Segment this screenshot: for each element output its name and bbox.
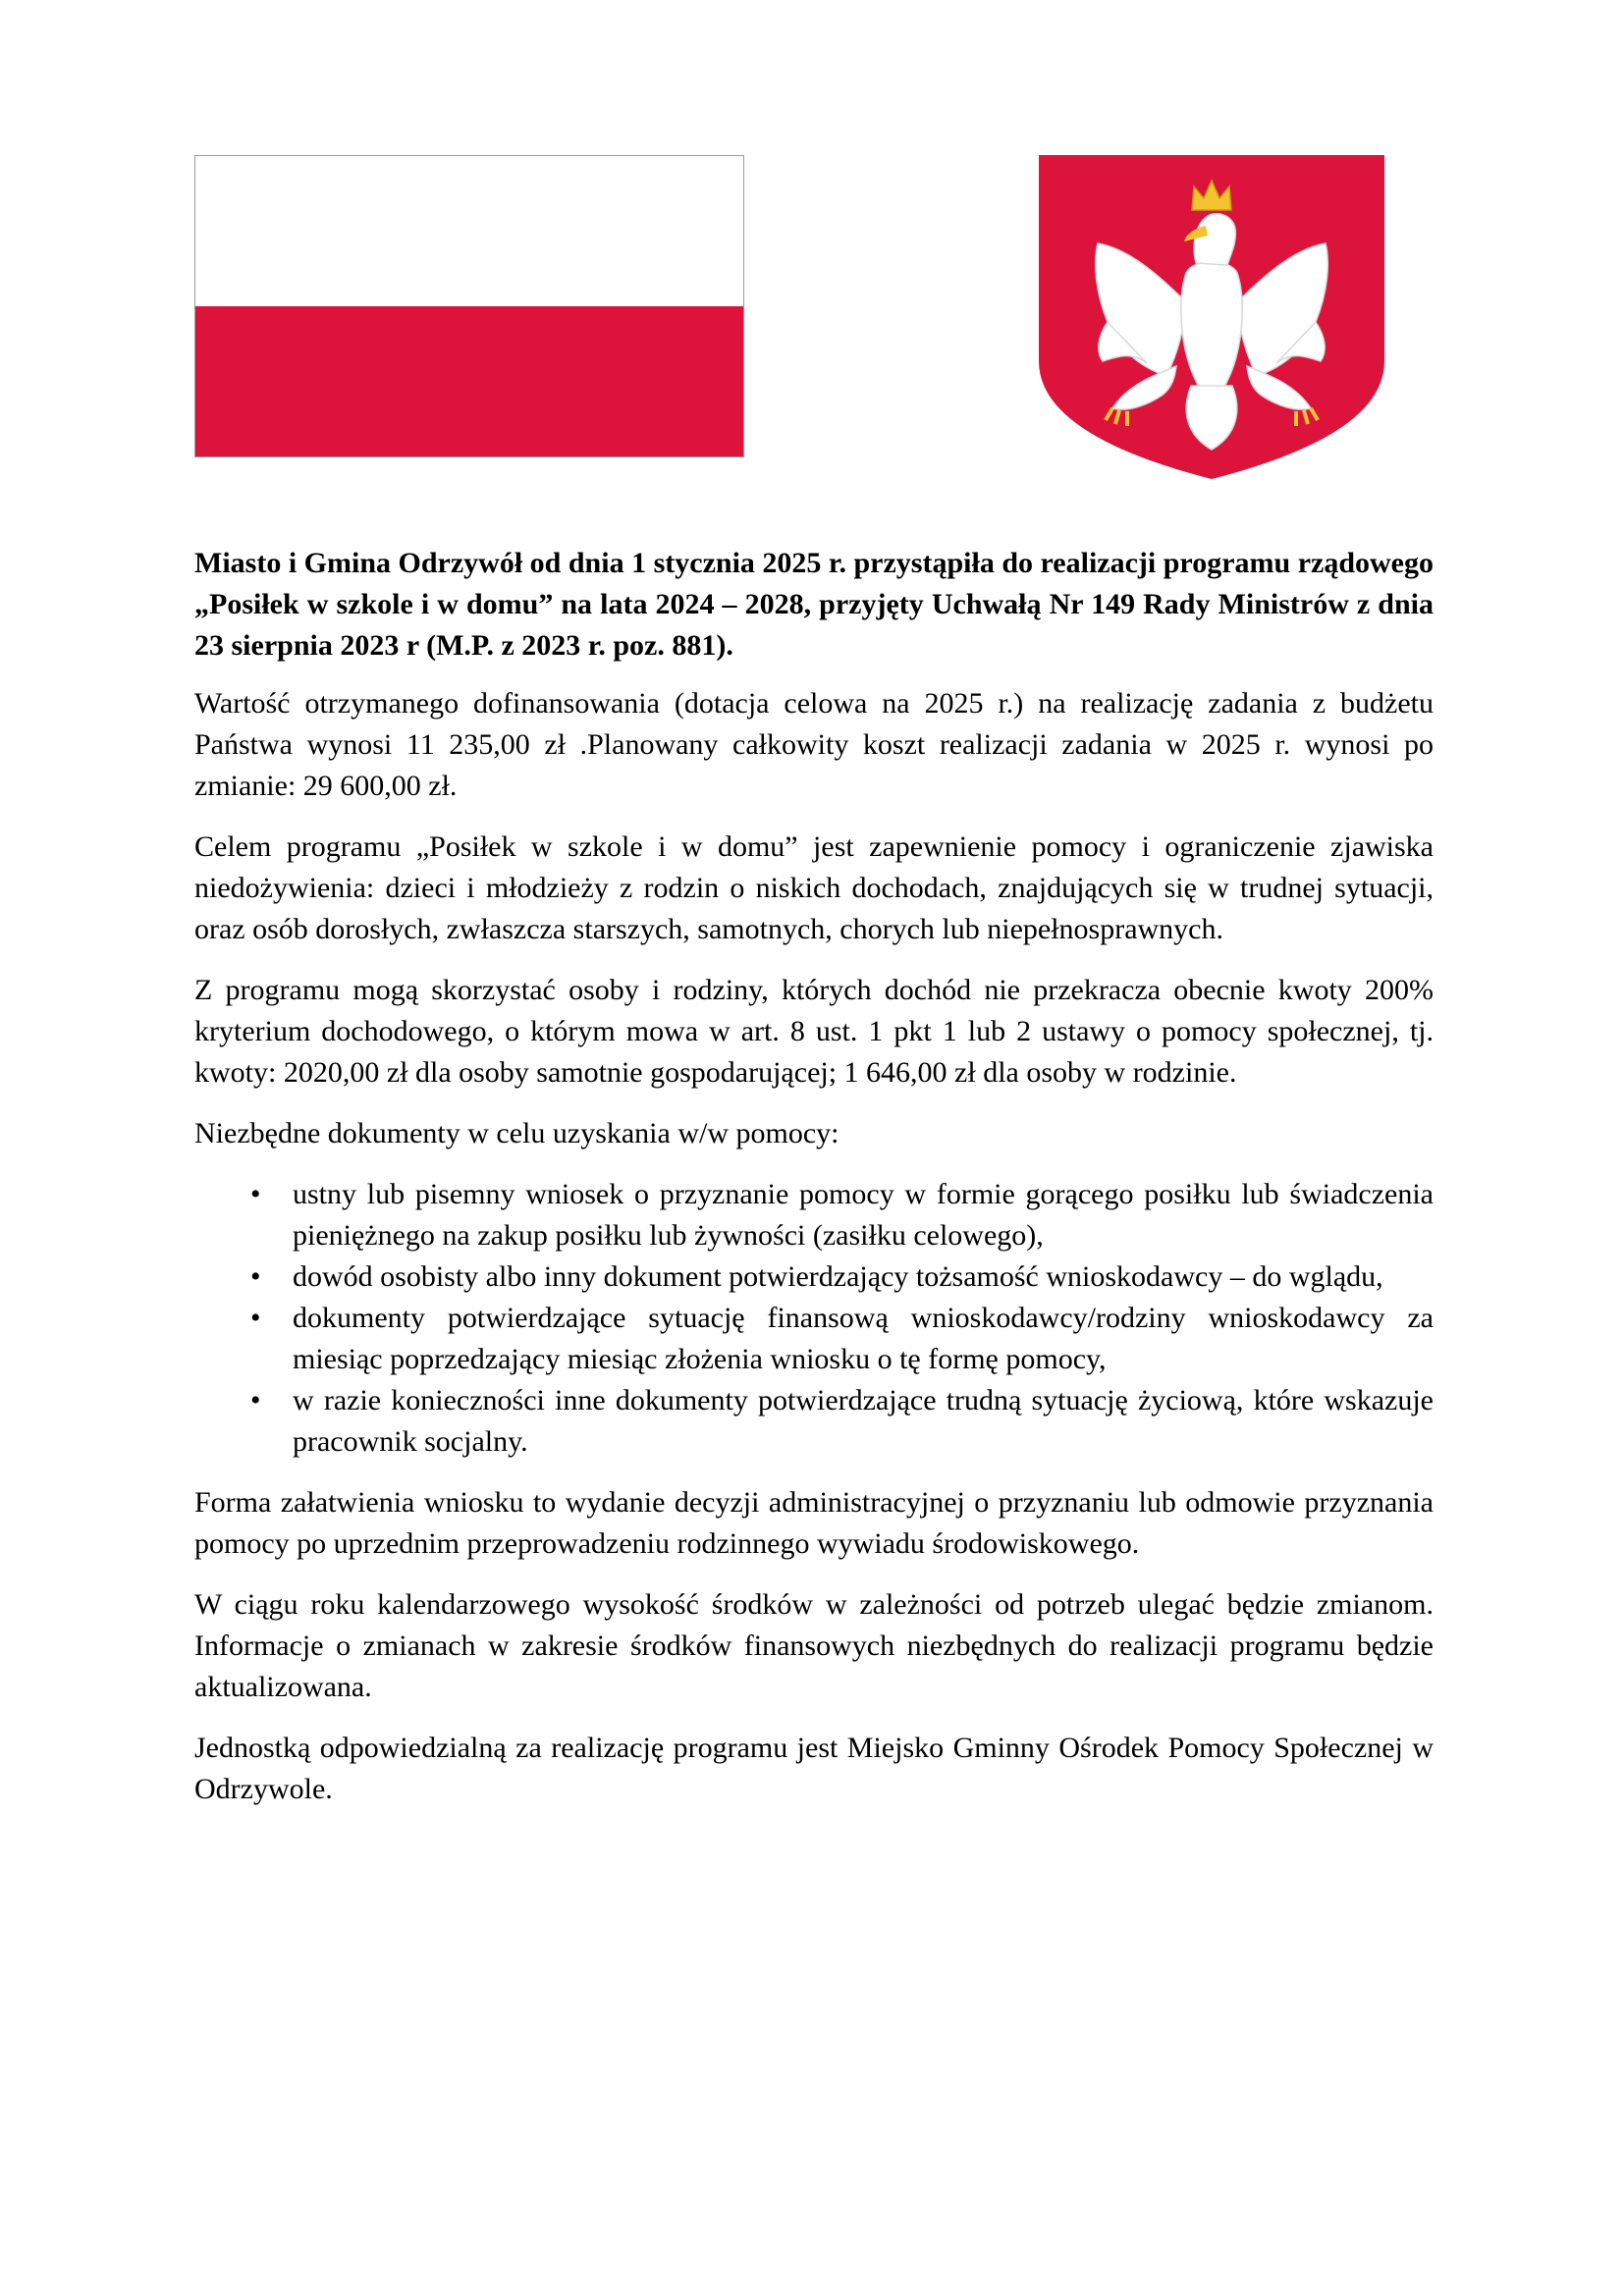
- bullet-icon: •: [250, 1302, 261, 1334]
- document-heading: Miasto i Gmina Odrzywół od dnia 1 stycznia 2025 r. przystąpiła do realizacji programu rządowego „Posiłek w szkole i w domu” na lata 2024 – 2028, przyjęty Uchwałą Nr 149 Rady Ministrów z dnia 23 sierpnia 2023 r (M.P. z 2023 r. poz. 881).: [194, 547, 1434, 662]
- flag-white-stripe: [195, 156, 743, 306]
- changes-paragraph: W ciągu roku kalendarzowego wysokość środków w zależności od potrzeb ulegać będzie zmianom. Informacje o zmianach w zakresie środków finansowych niezbędnych do realizacji programu będzie aktualizowana.: [194, 1588, 1434, 1703]
- list-item: [250, 1256, 1434, 1298]
- eligibility-paragraph: Z programu mogą skorzystać osoby i rodziny, których dochód nie przekracza obecnie kwoty 200% kryterium dochodowego, o którym mowa w art. 8 ust. 1 pkt 1 lub 2 ustawy o pomocy społecznej, tj. kwoty: 2020,00 zł dla osoby samotnie gospodarującej; 1 646,00 zł dla osoby w rodzinie.: [194, 974, 1434, 1089]
- poland-white-eagle-emblem-icon: [1039, 155, 1384, 479]
- bullet-icon: •: [250, 1260, 261, 1293]
- bullet-icon: •: [250, 1178, 261, 1210]
- documents-intro: Niezbędne dokumenty w celu uzyskania w/w pomocy:: [194, 1117, 839, 1149]
- goal-paragraph: Celem programu „Posiłek w szkole i w domu” jest zapewnienie pomocy i ograniczenie zjawiska niedożywienia: dzieci i młodzieży z rodzin o niskich dochodach, znajdujących się w trudnej sytuacji, oraz osób dorosłych, zwłaszcza starszych, samotnych, chorych lub niepełnosprawnych.: [194, 830, 1434, 945]
- list-item: [250, 1174, 1434, 1256]
- poland-flag-icon: [194, 155, 744, 457]
- document-body: [194, 543, 1434, 1830]
- list-item-text: dokumenty potwierdzające sytuację finansową wnioskodawcy/rodziny wnioskodawcy za miesiąc poprzedzający miesiąc złożenia wniosku o tę formę pomocy,: [293, 1302, 1434, 1375]
- list-item-text: ustny lub pisemny wniosek o przyznanie pomocy w formie gorącego posiłku lub świadczenia pieniężnego na zakup posiłku lub żywności (zasiłku celowego),: [293, 1178, 1434, 1252]
- list-item-text: dowód osobisty albo inny dokument potwierdzający tożsamość wnioskodawcy – do wglądu,: [293, 1260, 1383, 1293]
- list-item-text: w razie konieczności inne dokumenty potwierdzające trudną sytuację życiową, które wskazuje pracownik socjalny.: [293, 1384, 1434, 1458]
- documents-list: [194, 1174, 1434, 1463]
- list-item: [250, 1380, 1434, 1463]
- flag-red-stripe: [195, 306, 743, 456]
- bullet-icon: •: [250, 1384, 261, 1416]
- procedure-paragraph: Forma załatwienia wniosku to wydanie decyzji administracyjnej o przyznaniu lub odmowie przyznania pomocy po uprzednim przeprowadzeniu rodzinnego wywiadu środowiskowego.: [194, 1486, 1434, 1560]
- list-item: [250, 1298, 1434, 1380]
- responsible-unit-paragraph: Jednostką odpowiedzialną za realizację programu jest Miejsko Gminny Ośrodek Pomocy Społecznej w Odrzywole.: [194, 1732, 1434, 1805]
- funding-paragraph: Wartość otrzymanego dofinansowania (dotacja celowa na 2025 r.) na realizację zadania z budżetu Państwa wynosi 11 235,00 zł .Planowany całkowity koszt realizacji zadania w 2025 r. wynosi po zmianie: 29 600,00 zł.: [194, 687, 1434, 802]
